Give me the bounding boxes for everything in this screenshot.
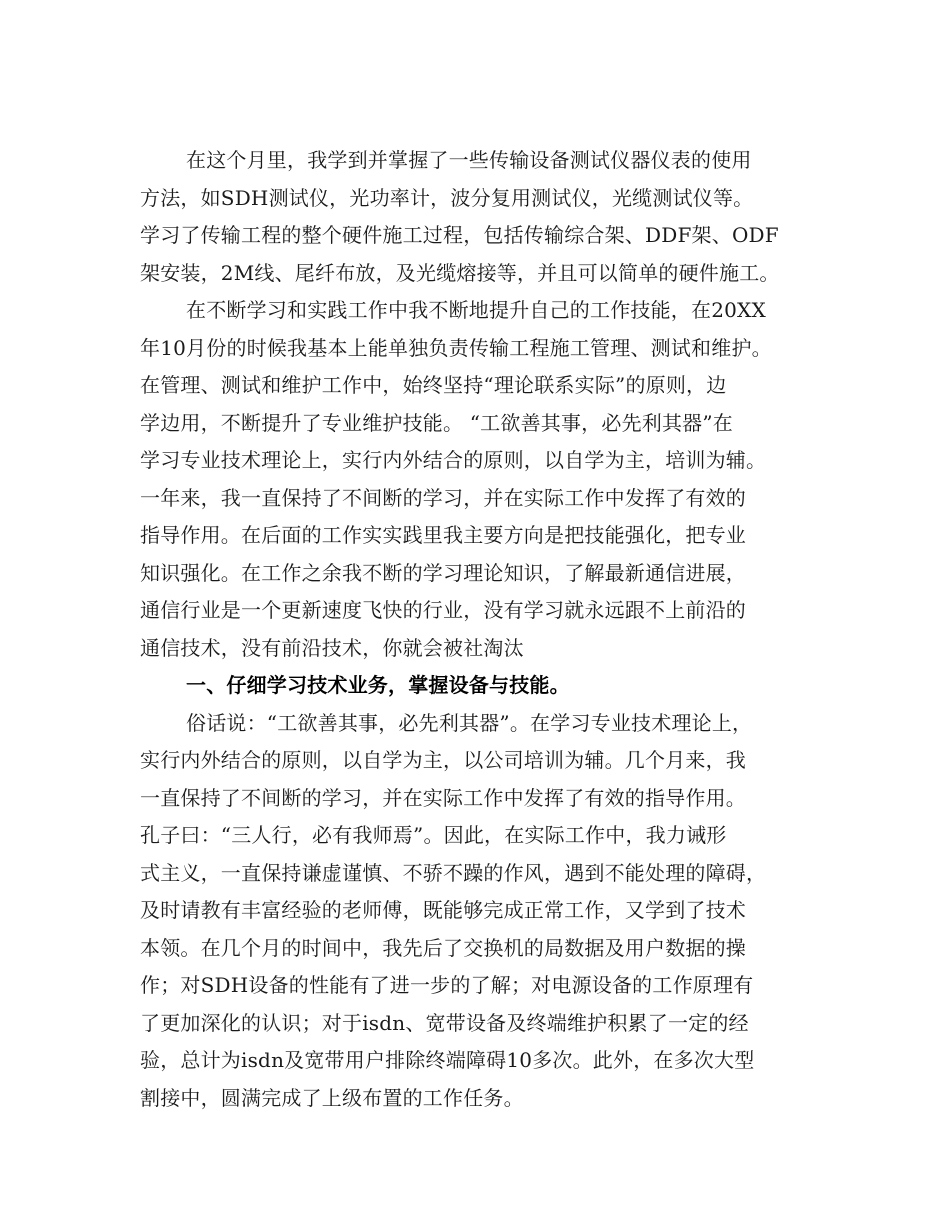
paragraph-3-line-7: 本领。在几个月的时间中，我先后了交换机的局数据及用户数据的操 [140, 935, 746, 960]
paragraph-1-line-1: 在这个月里，我学到并掌握了一些传输设备测试仪器仪表的使用 [186, 148, 752, 172]
paragraph-3-line-2: 实行内外结合的原则，以自学为主，以公司培训为辅。几个月来，我 [140, 748, 746, 772]
paragraph-3-line-3: 一直保持了不间断的学习，并在实际工作中发挥了有效的指导作用。 [140, 785, 746, 810]
section-heading: 一、仔细学习技术业务，掌握设备与技能。 [186, 673, 570, 697]
paragraph-1-line-2: 方法，如SDH测试仪，光功率计，波分复用测试仪，光缆测试仪等。 [140, 185, 754, 210]
paragraph-3-line-5: 式主义，一直保持谦虚谨慎、不骄不躁的作风，遇到不能处理的障碍， [140, 860, 767, 885]
paragraph-1-line-4: 架安装，2M线、尾纤布放，及光缆熔接等，并且可以简单的硬件施工。 [140, 260, 780, 285]
paragraph-3-line-4: 孔子曰：“三人行，必有我师焉”。因此，在实际工作中，我力诫形 [140, 823, 727, 847]
paragraph-2-line-5: 学习专业技术理论上，实行内外结合的原则，以自学为主，培训为辅。 [140, 448, 767, 472]
document-body [140, 142, 820, 1117]
paragraph-3-line-6: 及时请教有丰富经验的老师傅，既能够完成正常工作，又学到了技术 [140, 898, 746, 922]
paragraph-3-line-9: 了更加深化的认识；对于isdn、宽带设备及终端维护积累了一定的经 [140, 1010, 749, 1035]
paragraph-3-line-8: 作；对SDH设备的性能有了进一步的了解；对电源设备的工作原理有 [140, 973, 754, 997]
paragraph-2-line-6: 一年来，我一直保持了不间断的学习，并在实际工作中发挥了有效的 [140, 485, 746, 510]
paragraph-2-line-1: 在不断学习和实践工作中我不断地提升自己的工作技能，在20XX [186, 298, 766, 322]
paragraph-2-line-8: 知识强化。在工作之余我不断的学习理论知识，了解最新通信进展， [140, 560, 746, 585]
paragraph-2-line-2: 年10月份的时候我基本上能单独负责传输工程施工管理、测试和维护。 [140, 335, 772, 360]
paragraph-2-line-10: 通信技术，没有前沿技术，你就会被社淘汰 [140, 635, 524, 660]
paragraph-2-line-4: 学边用，不断提升了专业维护技能。 “工欲善其事，必先利其器”在 [140, 410, 734, 435]
paragraph-3-line-11: 割接中，圆满完成了上级布置的工作任务。 [140, 1085, 524, 1110]
paragraph-2-line-7: 指导作用。在后面的工作实实践里我主要方向是把技能强化，把专业 [140, 523, 746, 547]
paragraph-2-line-3: 在管理、测试和维护工作中，始终坚持“理论联系实际”的原则，边 [140, 373, 727, 397]
paragraph-3-line-10: 验，总计为isdn及宽带用户排除终端障碍10多次。此外，在多次大型 [140, 1048, 755, 1072]
paragraph-1-line-3: 学习了传输工程的整个硬件施工过程，包括传输综合架、DDF架、ODF [140, 223, 779, 247]
paragraph-3-line-1: 俗话说：“工欲善其事，必先利其器”。在学习专业技术理论上， [186, 710, 753, 735]
paragraph-2-line-9: 通信行业是一个更新速度飞快的行业，没有学习就永远跟不上前沿的 [140, 598, 746, 622]
